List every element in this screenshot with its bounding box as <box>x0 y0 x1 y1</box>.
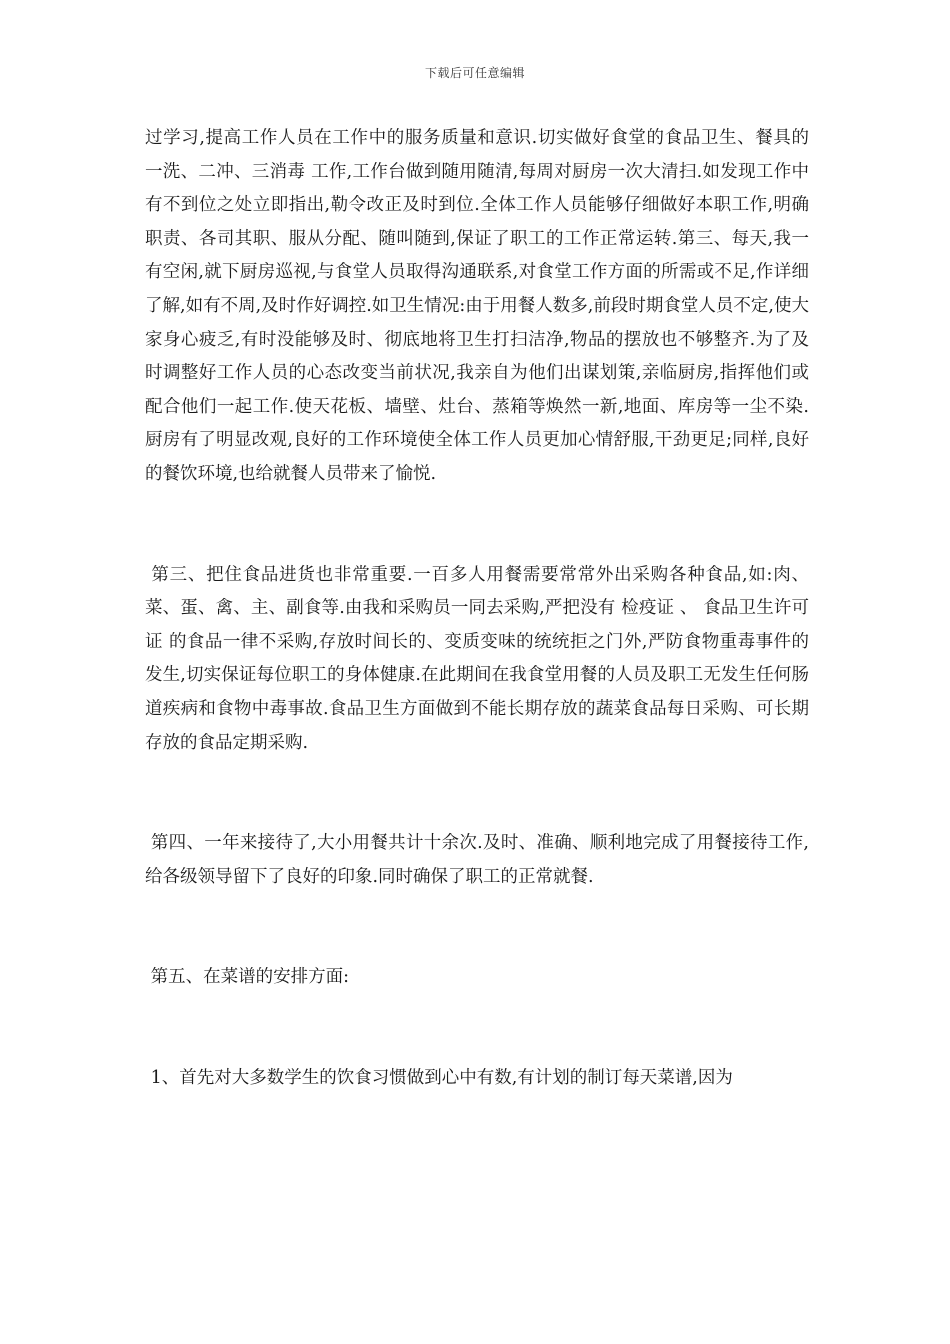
document-body <box>145 122 815 1095</box>
page-header: 下载后可任意编辑 <box>424 66 525 80</box>
paragraph-canteen-hygiene: 过学习,提高工作人员在工作中的服务质量和意识.切实做好食堂的食品卫生、餐具的 一洗、二冲、三消毒 工作,工作台做到随用随清,每周对厨房一次大清扫.如发现工作中有不到位之处立即指出,勒令改正及时到位.全体工作人员能够仔细做好本职工作,明确职责、各司其职、服从分配、随叫随到,保证了职工的工作正常运转.第三、每天,我一有空闲,就下厨房巡视,与食堂人员取得沟通联系,对食堂工作方面的所需或不足,作详细了解,如有不周,及时作好调控.如卫生情况:由于用餐人数多,前段时期食堂人员不定,使大家身心疲乏,有时没能够及时、彻底地将卫生打扫洁净,物品的摆放也不够整齐.为了及时调整好工作人员的心态改变当前状况,我亲自为他们出谋划策,亲临厨房,指挥他们或配合他们一起工作.使天花板、墙壁、灶台、蒸箱等焕然一新,地面、库房等一尘不染.厨房有了明显改观,良好的工作环境使全体工作人员更加心情舒服,干劲更足;同样,良好的餐饮环境,也给就餐人员带来了愉悦. <box>145 128 815 484</box>
paragraph-menu-heading: 第五、在菜谱的安排方面: <box>145 967 349 988</box>
paragraph-food-purchasing: 第三、把住食品进货也非常重要.一百多人用餐需要常常外出采购各种食品,如:肉、菜、蛋、禽、主、副食等.由我和采购员一同去采购,严把没有 检疫证 、 食品卫生许可证 的食品一律不采购,存放时间长的、变质变味的统统拒之门外,严防食物重毒事件的发生,切实保证每位职工的身体健康.在此期间在我食堂用餐的人员及职工无发生任何肠道疾病和食物中毒事故.食品卫生方面做到不能长期存放的蔬菜食品每日采购、可长期存放的食品定期采购. <box>145 564 809 753</box>
paragraph-menu-item-1: 1、首先对大多数学生的饮食习惯做到心中有数,有计划的制订每天菜谱,因为 <box>145 1067 733 1088</box>
paragraph-reception: 第四、一年来接待了,大小用餐共计十余次.及时、准确、顺利地完成了用餐接待工作,给各级领导留下了良好的印象.同时确保了职工的正常就餐. <box>145 833 809 887</box>
